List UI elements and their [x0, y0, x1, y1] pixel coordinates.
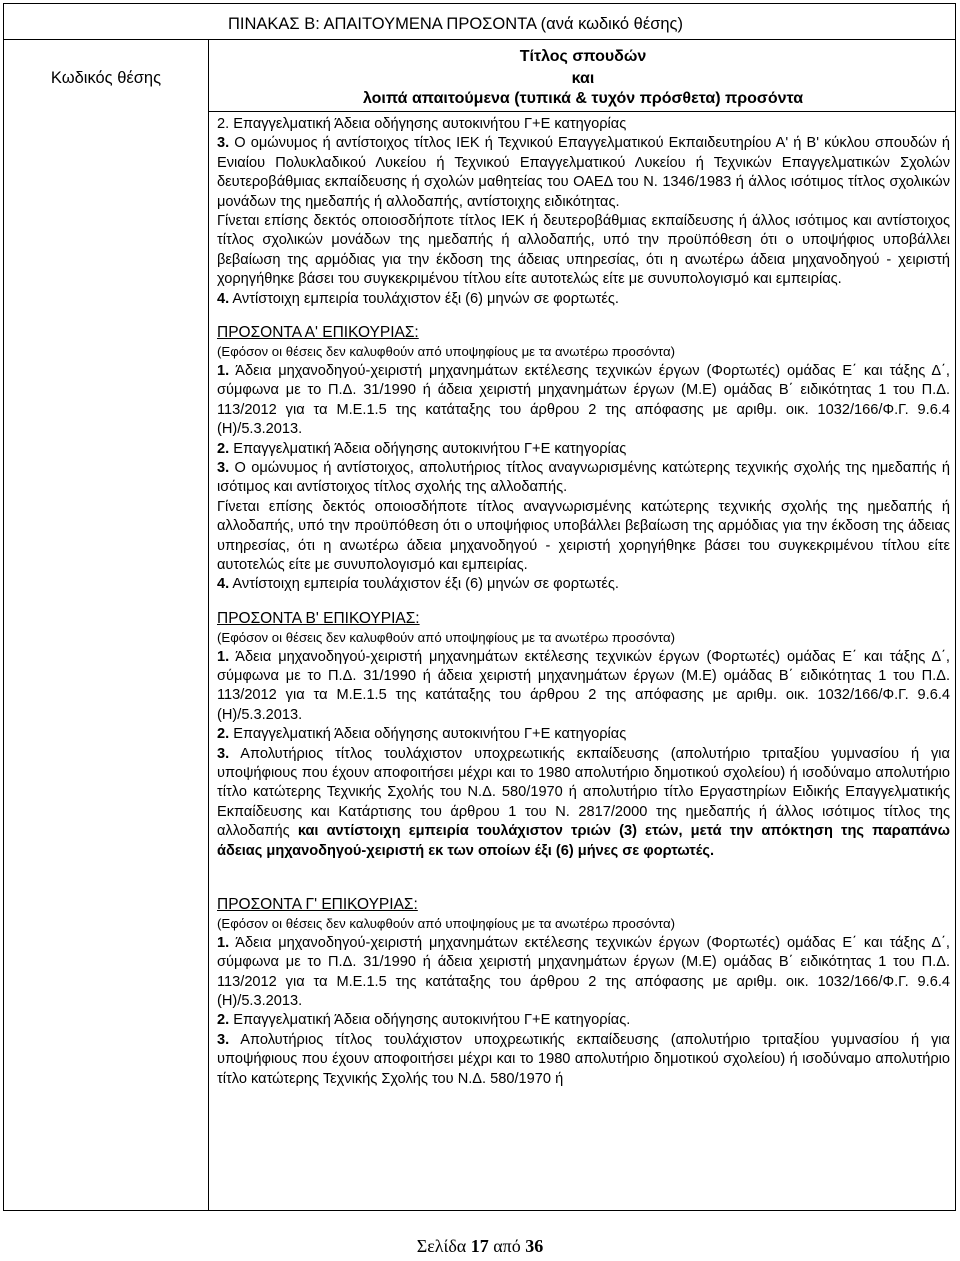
section-c-item-2 [217, 1011, 950, 1030]
item-text: Ο ομώνυμος ή αντίστοιχος τίτλος ΙΕΚ ή Τεχνικού Επαγγελματικού Εκπαιδευτηρίου Α' ή Β' κύκλου σπουδών ή Ενιαίου Πολυκλαδικού Λυκείου ή Τεχνικού Επαγγελματικού Λυκείου ή Τεχνικών Επαγγελματικών Σχολών δευτεροβάθμιας εκπαίδευσης ή σχολών μαθητείας του ΟΑΕΔ του Ν. 1346/1983 ή άλλος ισότιμος τίτλος σχολικών μονάδων της ημεδαπής ή αλλοδαπής, αντίστοιχης ειδικότητας. [217, 135, 950, 210]
section-b-note: (Εφόσον οι θέσεις δεν καλυφθούν από υποψηφίους με τα ανωτέρω προσόντα) [217, 630, 675, 646]
page-footer [0, 1236, 960, 1257]
page-word: Σελίδα [416, 1236, 467, 1256]
item-text: Απολυτήριος τίτλος τουλάχιστον υποχρεωτικής εκπαίδευσης (απολυτήριο τριταξίου γυμνασίου ή για υποψήφιους που έχουν αποφοιτήσει μέχρι και το 1980 απολυτήριο δημοτικού σχολείου) ή ισοδύναμο απολυτήριο τίτλο κατώτερης Τεχνικής Σχολής του Ν.Δ. 580/1970 ή απολυτήριο τίτλο Εργαστηρίων Ειδικής Επαγγελματικής Εκπαίδευσης και Κατάρτισης του άρθρου 1 του Ν. 2817/2000 της ημεδαπής ή άλλος ισότιμος τίτλος της αλλοδαπής [217, 745, 950, 840]
main-item-4 [217, 290, 950, 309]
table-title: ΠΙΝΑΚΑΣ Β: ΑΠΑΙΤΟΥΜΕΝΑ ΠΡΟΣΟΝΤΑ (ανά κωδικό θέσης) [228, 15, 683, 33]
item-number: 2. [217, 440, 230, 457]
table-divider [208, 111, 955, 112]
item-number: 4. [217, 290, 230, 307]
section-a-heading: ΠΡΟΣΟΝΤΑ Α' ΕΠΙΚΟΥΡΙΑΣ: [217, 324, 419, 342]
code-column-header: Κωδικός θέσης [50, 69, 162, 87]
section-c-heading: ΠΡΟΣΟΝΤΑ Γ' ΕΠΙΚΟΥΡΙΑΣ: [217, 896, 418, 914]
section-c-item-3 [217, 1031, 950, 1089]
item-text: Αντίστοιχη εμπειρία τουλάχιστον έξι (6) μηνών σε φορτωτές. [229, 290, 619, 307]
item-number: 3. [217, 1031, 230, 1048]
main-item-2: 2. Επαγγελματική Άδεια οδήγησης αυτοκινήτου Γ+Ε κατηγορίας [217, 116, 627, 132]
section-a-item-3-also: Γίνεται επίσης δεκτός οποιοσδήποτε τίτλος αναγνωρισμένης κατώτερης τεχνικής σχολής της ημεδαπής ή αλλοδαπής, υπό την προϋπόθεση ότι ο υποψήφιος υποβάλλει βεβαίωση της αρμόδιας για την έκδοση της άδειας υπηρεσίας, ότι η ανωτέρω άδεια μηχανοδηγού - χειριστή χορηγήθηκε βάσει του συγκεκριμένου τίτλου είτε αυτοτελώς είτε με συνυπολογισμό και εμπειρίας. [217, 498, 950, 573]
section-b-item-1 [217, 648, 950, 726]
item-text: Άδεια μηχανοδηγού-χειριστή μηχανημάτων εκτέλεσης τεχνικών έργων (Φορτωτές) ομάδας Ε΄ και τάξης Δ΄, σύμφωνα με το Π.Δ. 31/1990 ή άδεια χειριστή μηχανημάτων έργων (Μ.Ε) ομάδας Β΄ ειδικότητας 1 του Π.Δ. 113/2012 για τα Μ.Ε.1.5 της κατάταξης του άρθρου 2 της απόφασης με αριθμ. οικ. 1032/166/Φ.Γ. 9.6.4 (Η)/5.3.2013. [217, 934, 950, 1010]
column-header-line1: Τίτλος σπουδών [519, 48, 647, 65]
item-text: Απολυτήριος τίτλος τουλάχιστον υποχρεωτικής εκπαίδευσης (απολυτήριο τριταξίου γυμνασίου ή για υποψήφιους που έχουν αποφοιτήσει μέχρι και το 1980 απολυτήριο δημοτικού σχολείου) ή ισοδύναμο απολυτήριο τίτλο κατώτερης Τεχνικής Σχολής του Ν.Δ. 580/1970 ή [217, 1031, 950, 1087]
main-item-3-also: Γίνεται επίσης δεκτός οποιοσδήποτε τίτλος ΙΕΚ ή δευτεροβάθμιας εκπαίδευσης ή άλλος ισότιμος και αντίστοιχος τίτλος σχολικών μονάδων της ημεδαπής ή αλλοδαπής, υπό την προϋπόθεση ότι ο υποψήφιος υποβάλλει βεβαίωση της αρμόδιας για την έκδοση της άδειας υπηρεσίας, ότι η ανωτέρω άδεια μηχανοδηγού - χειριστή χορηγήθηκε βάσει του συγκεκριμένου τίτλου είτε αυτοτελώς είτε με συνυπολογισμό και εμπειρίας. [217, 213, 950, 288]
item-number: 2. [217, 1012, 230, 1029]
item-text: Αντίστοιχη εμπειρία τουλάχιστον έξι (6) μηνών σε φορτωτές. [229, 576, 619, 593]
column-header-line3: λοιπά απαιτούμενα (τυπικά & τυχόν πρόσθετα) προσόντα [362, 90, 804, 107]
qualifications-content [217, 115, 950, 1089]
item-text: Επαγγελματική Άδεια οδήγησης αυτοκινήτου Γ+Ε κατηγορίας. [229, 1012, 631, 1029]
item-number: 3. [217, 459, 230, 476]
table-divider [4, 39, 955, 40]
item-number: 2. [217, 726, 230, 743]
section-a-item-3 [217, 459, 950, 498]
main-item-3 [217, 134, 950, 212]
item-text: Ο ομώνυμος ή αντίστοιχος, απολυτήριος τίτλος αναγνωρισμένης κατώτερης τεχνικής σχολής της ημεδαπής ή ισότιμος και αντίστοιχος τίτλος σχολής της αλλοδαπής. [217, 459, 950, 496]
section-c-item-1 [217, 934, 950, 1012]
section-a-item-1 [217, 362, 950, 440]
section-c-note: (Εφόσον οι θέσεις δεν καλυφθούν από υποψηφίους με τα ανωτέρω προσόντα) [217, 916, 675, 932]
section-a-note: (Εφόσον οι θέσεις δεν καλυφθούν από υποψηφίους με τα ανωτέρω προσόντα) [217, 344, 675, 360]
column-divider [208, 39, 209, 1210]
section-b-item-3 [217, 745, 950, 861]
page-number: 17 [470, 1236, 489, 1256]
item-number: 1. [217, 648, 230, 665]
item-text: Άδεια μηχανοδηγού-χειριστή μηχανημάτων εκτέλεσης τεχνικών έργων (Φορτωτές) ομάδας Ε΄ και τάξης Δ΄, σύμφωνα με το Π.Δ. 31/1990 ή άδεια χειριστή μηχανημάτων έργων (Μ.Ε) ομάδας Β΄ ειδικότητας 1 του Π.Δ. 113/2012 για τα Μ.Ε.1.5 της κατάταξης του άρθρου 2 της απόφασης με αριθμ. οικ. 1032/166/Φ.Γ. 9.6.4 (Η)/5.3.2013. [217, 362, 950, 438]
item-number: 3. [217, 745, 230, 762]
section-a-item-4 [217, 575, 950, 594]
item-text-bold: και αντίστοιχη εμπειρία τουλάχιστον τριών (3) ετών, μετά την απόκτηση της παραπάνω άδειας μηχανοδηγού-χειριστή εκ των οποίων έξι (6) μήνες σε φορτωτές. [217, 823, 950, 859]
item-number: 4. [217, 576, 230, 593]
column-header-line2: και [571, 70, 595, 87]
of-word: από [493, 1236, 521, 1256]
item-number: 1. [217, 934, 230, 951]
section-b-item-2 [217, 725, 950, 744]
item-text: Επαγγελματική Άδεια οδήγησης αυτοκινήτου Γ+Ε κατηγορίας [229, 726, 627, 743]
section-a-item-2 [217, 440, 950, 459]
item-text: Άδεια μηχανοδηγού-χειριστή μηχανημάτων εκτέλεσης τεχνικών έργων (Φορτωτές) ομάδας Ε΄ και τάξης Δ΄, σύμφωνα με το Π.Δ. 31/1990 ή άδεια χειριστή μηχανημάτων έργων (Μ.Ε) ομάδας Β΄ ειδικότητας 1 του Π.Δ. 113/2012 για τα Μ.Ε.1.5 της κατάταξης του άρθρου 2 της απόφασης με αριθμ. οικ. 1032/166/Φ.Γ. 9.6.4 (Η)/5.3.2013. [217, 648, 950, 723]
total-pages: 36 [525, 1236, 544, 1256]
section-b-heading: ΠΡΟΣΟΝΤΑ Β' ΕΠΙΚΟΥΡΙΑΣ: [217, 609, 420, 627]
item-number: 1. [217, 362, 230, 379]
item-text: Επαγγελματική Άδεια οδήγησης αυτοκινήτου Γ+Ε κατηγορίας [229, 440, 627, 457]
item-number: 3. [217, 135, 230, 152]
